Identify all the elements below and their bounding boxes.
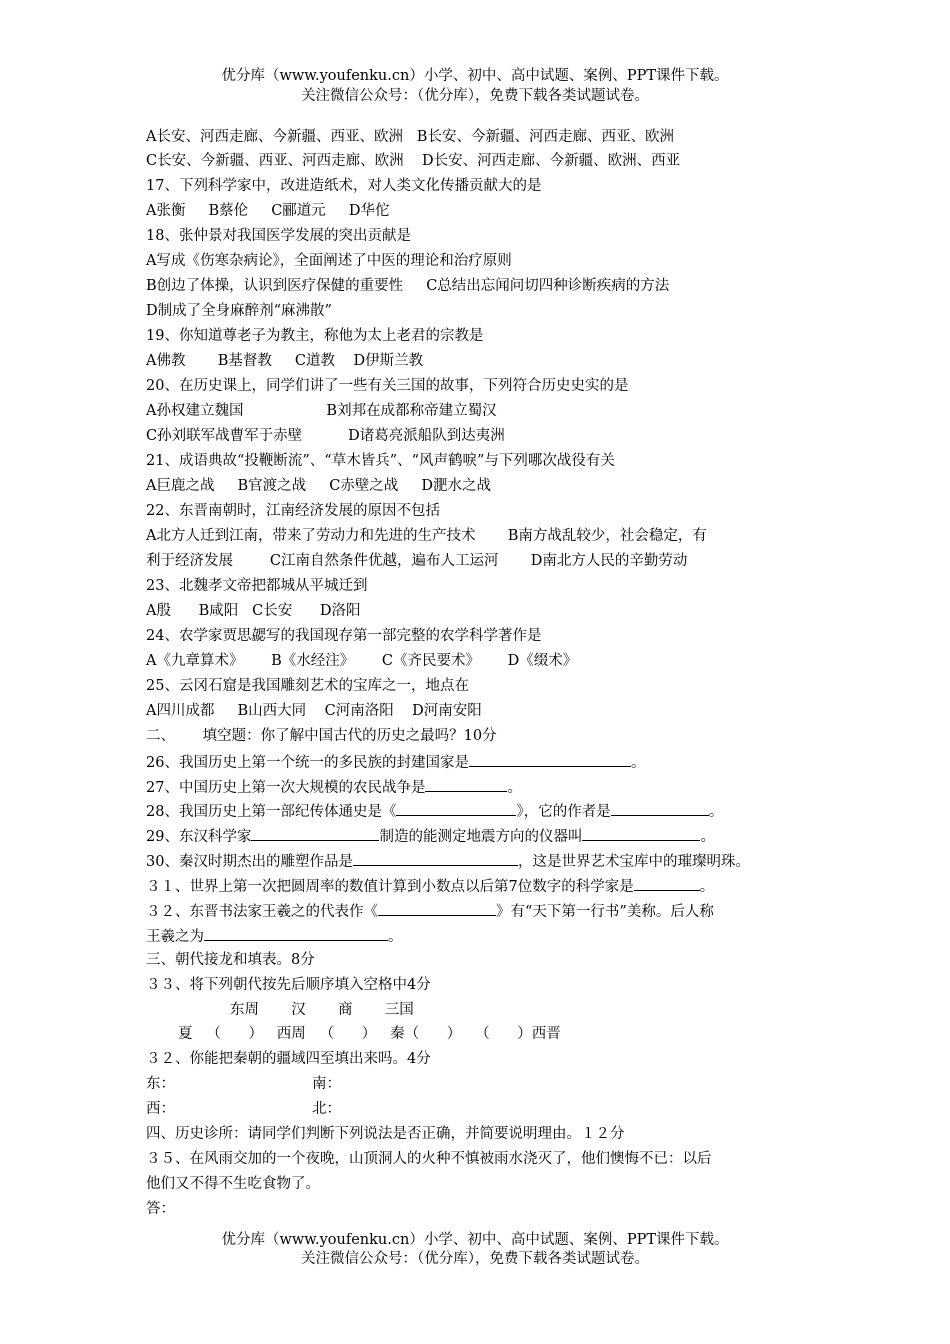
- section-2-title: 二、 填空题：你了解中国古代的历史之最吗？10分: [146, 728, 497, 744]
- option-line: A孙权建立魏国 B刘邦在成都称帝建立蜀汉: [146, 403, 497, 419]
- answer-label: 答：: [146, 1201, 175, 1217]
- option-line: A《九章算术》 B《水经注》 C《齐民要术》 D《缀术》: [146, 653, 578, 669]
- question-19: 19、你知道尊老子为教主，称他为太上老君的宗教是: [146, 328, 484, 344]
- option-line: D制成了全身麻醉剂“麻沸散”: [146, 303, 332, 319]
- question-23: 23、北魏孝文帝把都城从平城迁到: [146, 578, 368, 594]
- question-28: 28、我国历史上第一部纪传体通史是《 》，它的作者是 。: [146, 800, 810, 822]
- question-26: 26、我国历史上第一个统一的多民族的封建国家是 。: [146, 751, 810, 773]
- question-17: 17、下列科学家中，改进造纸术，对人类文化传播贡献大的是: [146, 178, 542, 194]
- answer-blank[interactable]: [378, 900, 496, 916]
- question-35-cont: 他们又不得不生吃食物了。: [146, 1176, 320, 1192]
- option-line: A四川成都 B山西大同 C河南洛阳 D河南安阳: [146, 703, 482, 719]
- question-32-cont: 王羲之为 。: [146, 925, 810, 947]
- dynasty-options: 东周 汉 商 三国: [230, 1002, 414, 1018]
- question-20: 20、在历史课上，同学们讲了一些有关三国的故事，下列符合历史史实的是: [146, 378, 629, 394]
- section-3-title: 三、朝代接龙和填表。8分: [146, 952, 315, 968]
- question-35: ３５、在风雨交加的一个夜晚，山顶洞人的火种不慎被雨水浇灭了，他们懊悔不已：以后: [146, 1151, 712, 1167]
- question-25: 25、云冈石窟是我国雕刻艺术的宝库之一，地点在: [146, 678, 469, 694]
- footer-line-1: 优分库（www.youfenku.cn）小学、初中、高中试题、案例、PPT课件下载。: [221, 1232, 729, 1248]
- option-line: A巨鹿之战 B官渡之战 C赤壁之战 D淝水之战: [146, 478, 491, 494]
- answer-blank[interactable]: [251, 825, 379, 841]
- answer-blank[interactable]: [469, 751, 631, 767]
- option-line: A佛教 B基督教 C道教 D伊斯兰教: [146, 353, 424, 369]
- header-line-2: 关注微信公众号：（优分库），免费下载各类试题试卷。: [301, 88, 649, 104]
- question-33: ３３、将下列朝代按先后顺序填入空格中4分: [146, 977, 431, 993]
- question-30: 30、秦汉时期杰出的雕塑作品是 ，这是世界艺术宝库中的璀璨明珠。: [146, 850, 810, 872]
- question-18: 18、张仲景对我国医学发展的突出贡献是: [146, 228, 411, 244]
- question-32: ３２、东晋书法家王羲之的代表作《 》有“天下第一行书”美称。后人称: [146, 900, 810, 922]
- option-line: A长安、河西走廊、今新疆、西亚、欧洲 B长安、今新疆、河西走廊、西亚、欧洲: [146, 129, 674, 145]
- option-line: C长安、今新疆、西亚、河西走廊、欧洲 D长安、河西走廊、今新疆、欧洲、西亚: [146, 153, 681, 169]
- question-31: ３１、世界上第一次把圆周率的数值计算到小数点以后第7位数字的科学家是 。: [146, 875, 810, 897]
- answer-blank[interactable]: [353, 850, 518, 866]
- option-line: A张衡 B蔡伦 C郦道元 D华佗: [146, 203, 390, 219]
- section-4-title: 四、历史诊所：请同学们判断下列说法是否正确，并简要说明理由。１２分: [146, 1126, 625, 1142]
- answer-blank[interactable]: [634, 875, 700, 891]
- option-line: B创边了体操，认识到医疗保健的重要性 C总结出忘闻问切四种诊断疾病的方法: [146, 278, 670, 294]
- option-line: A北方人迁到江南，带来了劳动力和先进的生产技术 B南方战乱较少，社会稳定，有: [146, 528, 707, 544]
- footer-line-2: 关注微信公众号：（优分库），免费下载各类试题试卷。: [301, 1251, 649, 1267]
- answer-blank[interactable]: [204, 925, 388, 941]
- question-32-map: ３２、你能把秦朝的疆域四至填出来吗。4分: [146, 1051, 431, 1067]
- east-label: 东：: [146, 1076, 175, 1092]
- option-line: A写成《伤寒杂病论》，全面阐述了中医的理论和治疗原则: [146, 253, 512, 269]
- option-line: A殷 B咸阳 C长安 D洛阳: [146, 603, 361, 619]
- option-line: 利于经济发展 C江南自然条件优越，遍布人工运河 D南北方人民的辛勤劳动: [146, 553, 688, 569]
- dynasty-sequence: 夏 （ ） 西周 （ ） 秦（ ） （ ）西晋: [178, 1026, 561, 1042]
- answer-blank[interactable]: [425, 776, 507, 792]
- question-21: 21、成语典故“投鞭断流”、“草木皆兵”、“风声鹤唳”与下列哪次战役有关: [146, 453, 615, 469]
- south-label: 南：: [312, 1076, 341, 1092]
- answer-blank[interactable]: [611, 800, 709, 816]
- question-29: 29、东汉科学家 制造的能测定地震方向的仪器叫 。: [146, 825, 810, 847]
- north-label: 北：: [312, 1101, 341, 1117]
- option-line: C孙刘联军战曹军于赤壁 D诸葛亮派船队到达夷洲: [146, 428, 505, 444]
- header-line-1: 优分库（www.youfenku.cn）小学、初中、高中试题、案例、PPT课件下载。: [221, 68, 729, 84]
- question-27: 27、中国历史上第一次大规模的农民战争是 。: [146, 776, 810, 798]
- question-22: 22、东晋南朝时，江南经济发展的原因不包括: [146, 503, 440, 519]
- question-24: 24、农学家贾思勰写的我国现存第一部完整的农学科学著作是: [146, 628, 542, 644]
- answer-blank[interactable]: [396, 800, 516, 816]
- answer-blank[interactable]: [582, 825, 700, 841]
- west-label: 西：: [146, 1101, 175, 1117]
